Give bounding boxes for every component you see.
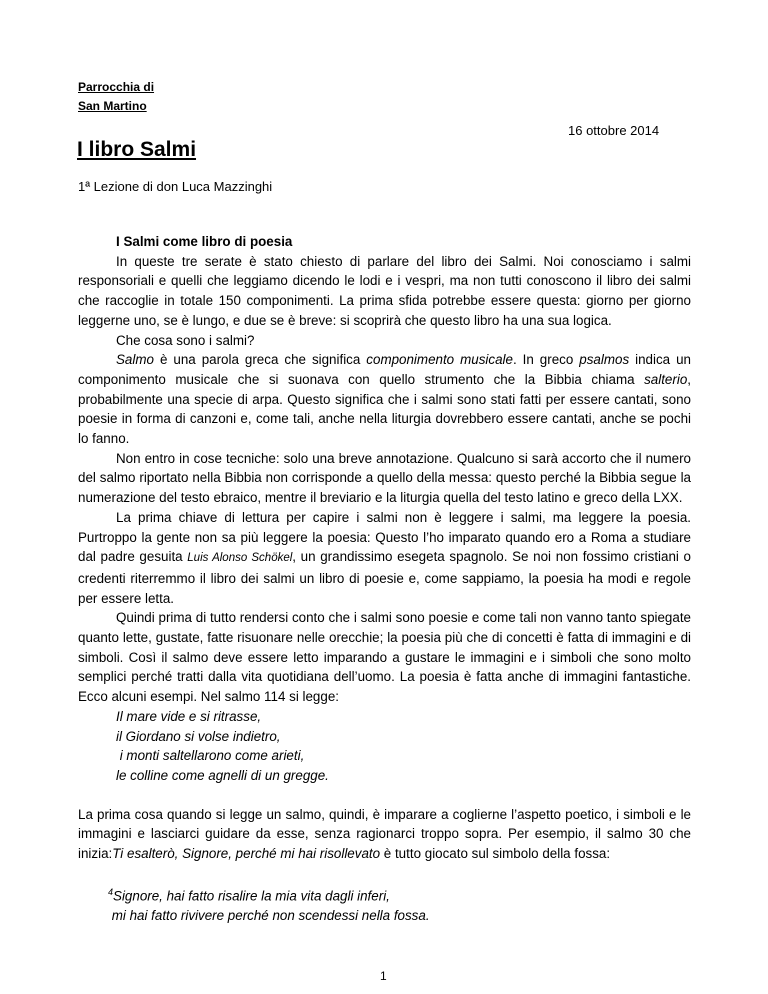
text-run: indica un componimento musicale che si suonava con quello strumento che la Bibbia chiama — [78, 352, 691, 387]
text-run: , un grandissimo esegeta spagnolo. Se noi non fossimo cristiani o credenti riterremmo il libro dei salmi un libro di poesie e, come sappiamo, la poesia ha modi e regole per essere letta. — [78, 549, 691, 606]
paragraph-intro: In queste tre serate è stato chiesto di parlare del libro dei Salmi. Noi conosciamo i salmi responsoriali e quelli che leggiamo dicendo le lodi e i vespri, ma non tutti conoscono il libro dei salmi che raccoglie in totale 150 componimenti. La prima sfida potrebbe essere questa: giorno per giorno leggerne uno, se è lungo, e due se è breve: si scoprirà che questo libro ha una sua logica. — [78, 253, 691, 328]
parish-name-line1: Parrocchia di — [78, 80, 155, 94]
text-run: . In greco — [512, 352, 580, 368]
document-body — [78, 232, 691, 926]
verse-line: il Giordano si volse indietro, — [116, 728, 281, 744]
verse-line — [108, 883, 691, 906]
text-run: , probabilmente una specie di arpa. Questo significa che i salmi sono stati fatti per essere cantati, sono poesie in forma di canzoni e, come tali, anche nella liturgia dovrebbero essere cantati, anche se pochi lo fanno. — [78, 371, 691, 447]
paragraph-numbering: Non entro in cose tecniche: solo una breve annotazione. Qualcuno si sarà accorto che il numero del salmo riportato nella Bibbia non corrisponde a quello della messa: questo perché la Bibbia segue la numerazione del testo ebraico, mentre il breviario e la liturgia quella del testo latino e greco della LXX. — [78, 450, 691, 506]
verse-number: 4 — [108, 886, 114, 897]
text-run: La prima cosa quando si legge un salmo, quindi, è imparare a coglierne l’aspetto poetico, i simboli e le immagini e lasciarci guidare da esse, senza ragionarci troppo sopra. Per esempio, il salmo 30 che inizia: — [78, 806, 691, 862]
text-run: è tutto giocato sul simbolo della fossa: — [380, 846, 611, 862]
term-componimento: componimento musicale — [366, 352, 513, 368]
paragraph-question: Che cosa sono i salmi? — [116, 332, 255, 348]
page-title: I libro Salmi — [77, 138, 197, 161]
paragraph-poetry-key — [78, 508, 691, 609]
psalm-30-incipit: Ti esalterò, Signore, perché mi hai risollevato — [112, 846, 381, 862]
page-number: 1 — [380, 969, 387, 983]
verse-line: i monti saltellarono come arieti, — [116, 748, 305, 764]
paragraph-psalm-30 — [78, 805, 691, 864]
lecture-subtitle: 1ª Lezione di don Luca Mazzinghi — [78, 179, 273, 194]
verse-text: Signore, hai fatto risalire la mia vita dagli inferi, — [113, 888, 390, 904]
section-heading: I Salmi come libro di poesia — [116, 234, 293, 249]
parish-name-line2: San Martino — [78, 99, 147, 113]
author-name: Luis Alonso Schökel — [187, 552, 293, 565]
document-date: 16 ottobre 2014 — [568, 123, 660, 138]
verse-line: mi hai fatto rivivere perché non scendessi nella fossa. — [108, 907, 430, 923]
spacer — [78, 864, 691, 883]
term-salterio: salterio — [644, 371, 688, 387]
paragraph-definition — [78, 350, 691, 449]
verse-line: le colline come agnelli di un gregge. — [116, 767, 329, 783]
term-salmo: Salmo — [116, 352, 154, 368]
psalm-30-quote — [78, 883, 691, 926]
paragraph-images-symbols: Quindi prima di tutto rendersi conto che i salmi sono poesie e come tali non vanno tanto spiegate quanto lette, gustate, fatte risuonare nelle orecchie; la poesia più che di concetti è fatta di immagini e di simboli. Così il salmo deve essere letto imparando a gustare le immagini e i simboli che sono molto semplici perché tratti dalla vita quotidiana dell’uomo. La poesia è fatta anche di immagini fantastiche. Ecco alcuni esempi. Nel salmo 114 si legge: — [78, 610, 691, 705]
spacer — [78, 786, 691, 805]
verse-line: Il mare vide e si ritrasse, — [116, 708, 262, 724]
psalm-114-quote — [78, 707, 691, 786]
text-run: La prima chiave di lettura per capire i salmi non è leggere i salmi, ma leggere la poesia. Purtroppo la gente non sa più leggere la poesia: Questo l’ho imparato quando ero a Roma a studiare dal padre gesuita — [78, 509, 691, 565]
term-psalmos: psalmos — [579, 352, 630, 368]
text-run: è una parola greca che significa — [153, 352, 367, 368]
